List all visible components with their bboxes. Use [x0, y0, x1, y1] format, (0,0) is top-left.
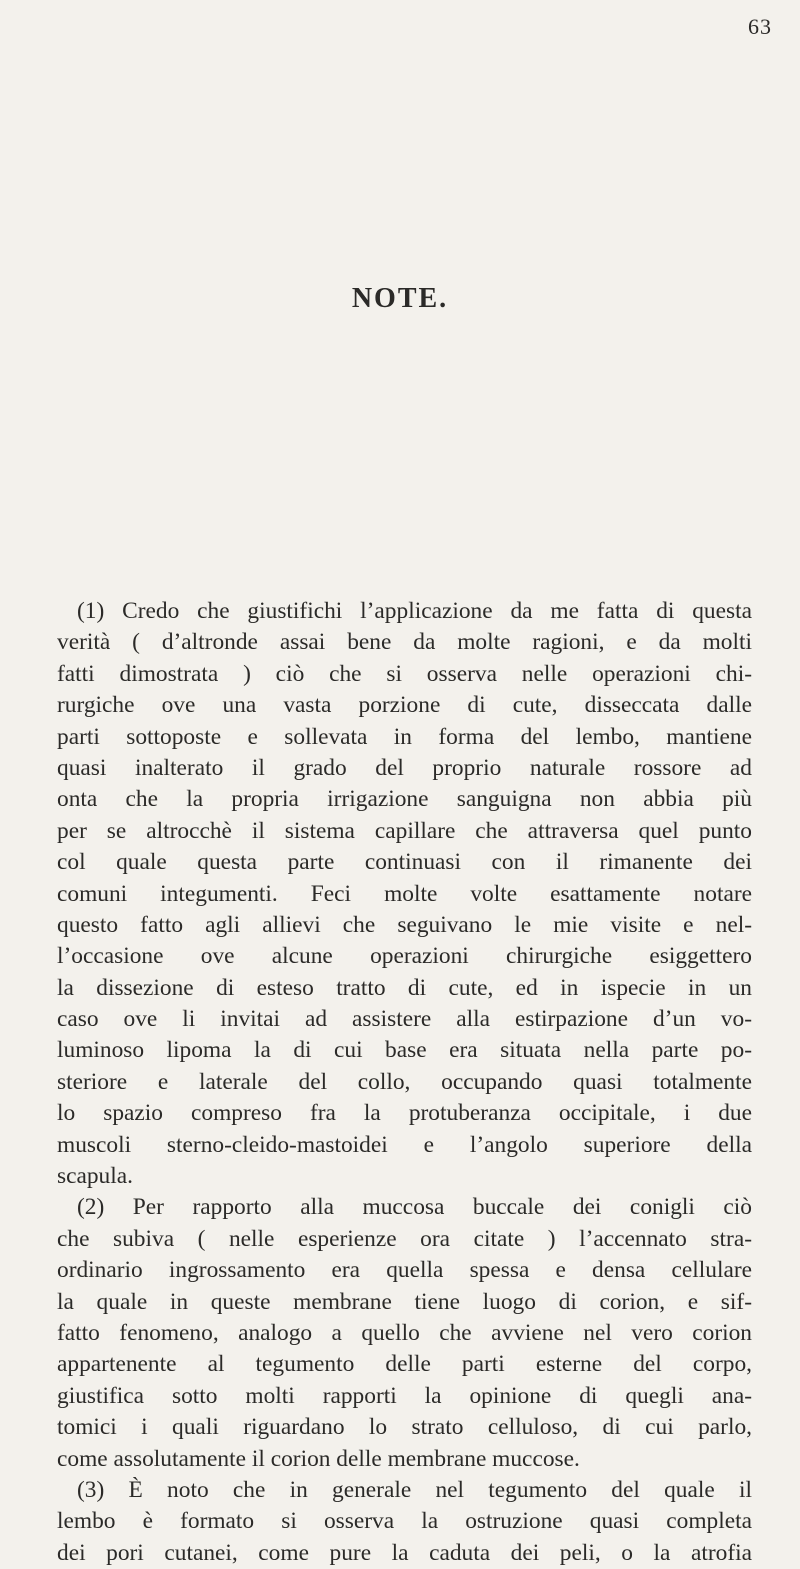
text-line: quasi inalterato il grado del proprio naturale rossore ad [57, 754, 752, 781]
text-line: lo spazio compreso fra la protuberanza occipitale, i due [57, 1100, 752, 1127]
text-line: (3) È noto che in generale nel tegumento del quale il [77, 1476, 752, 1503]
text-line: tomici i quali riguardano lo strato celluloso, di cui parlo, [57, 1414, 752, 1441]
text-line: (2) Per rapporto alla muccosa buccale dei conigli ciò [77, 1194, 752, 1221]
text-line: lembo è formato si osserva la ostruzione quasi completa [57, 1508, 752, 1535]
text-line: onta che la propria irrigazione sanguigna non abbia più [57, 786, 752, 813]
text-line: l’occasione ove alcune operazioni chirurgiche esiggettero [57, 943, 752, 970]
text-line: la dissezione di esteso tratto di cute, ed in ispecie in un [57, 974, 752, 1001]
text-line: col quale questa parte continuasi con il rimanente dei [57, 849, 752, 876]
text-line: luminoso lipoma la di cui base era situata nella parte po- [57, 1037, 752, 1064]
page-number: 63 [748, 14, 772, 39]
text-line: fatti dimostrata ) ciò che si osserva nelle operazioni chi- [57, 660, 752, 687]
text-line: questo fatto agli allievi che seguivano le mie visite e nel- [57, 911, 752, 938]
notes-body [57, 596, 752, 1569]
text-line: (1) Credo che giustifichi l’applicazione da me fatta di questa [77, 598, 752, 624]
text-line: fatto fenomeno, analogo a quello che avviene nel vero corion [57, 1319, 752, 1346]
text-line: verità ( d’altronde assai bene da molte ragioni, e da molti [57, 629, 752, 656]
text-line: giustifica sotto molti rapporti la opinione di quegli ana- [57, 1382, 752, 1409]
text-line: parti sottoposte e sollevata in forma del lembo, mantiene [57, 723, 752, 750]
note-1 [57, 596, 752, 1192]
text-line: caso ove li invitai ad assistere alla estirpazione d’un vo- [57, 1006, 752, 1033]
text-line: scapula. [57, 1163, 133, 1190]
text-line: muscoli sterno-cleido-mastoidei e l’angolo superiore della [57, 1131, 752, 1158]
text-line: comuni integumenti. Feci molte volte esattamente notare [57, 880, 752, 907]
text-line: rurgiche ove una vasta porzione di cute, disseccata dalle [57, 692, 752, 719]
text-line: dei pori cutanei, come pure la caduta dei peli, o la atrofia [57, 1539, 752, 1566]
text-line: steriore e laterale del collo, occupando quasi totalmente [57, 1068, 752, 1095]
text-line: che subiva ( nelle esperienze ora citate ) l’accennato stra- [57, 1225, 752, 1252]
text-line: come assolutamente il corion delle membrane muccose. [57, 1445, 580, 1472]
note-3 [57, 1475, 752, 1569]
text-line: per se altrocchè il sistema capillare che attraversa quel punto [57, 817, 752, 844]
note-2 [57, 1192, 752, 1475]
text-line: ordinario ingrossamento era quella spessa e densa cellulare [57, 1257, 752, 1284]
text-line: la quale in queste membrane tiene luogo di corion, e sif- [57, 1288, 752, 1315]
text-line: appartenente al tegumento delle parti esterne del corpo, [57, 1351, 752, 1378]
section-heading: NOTE. [351, 283, 449, 314]
